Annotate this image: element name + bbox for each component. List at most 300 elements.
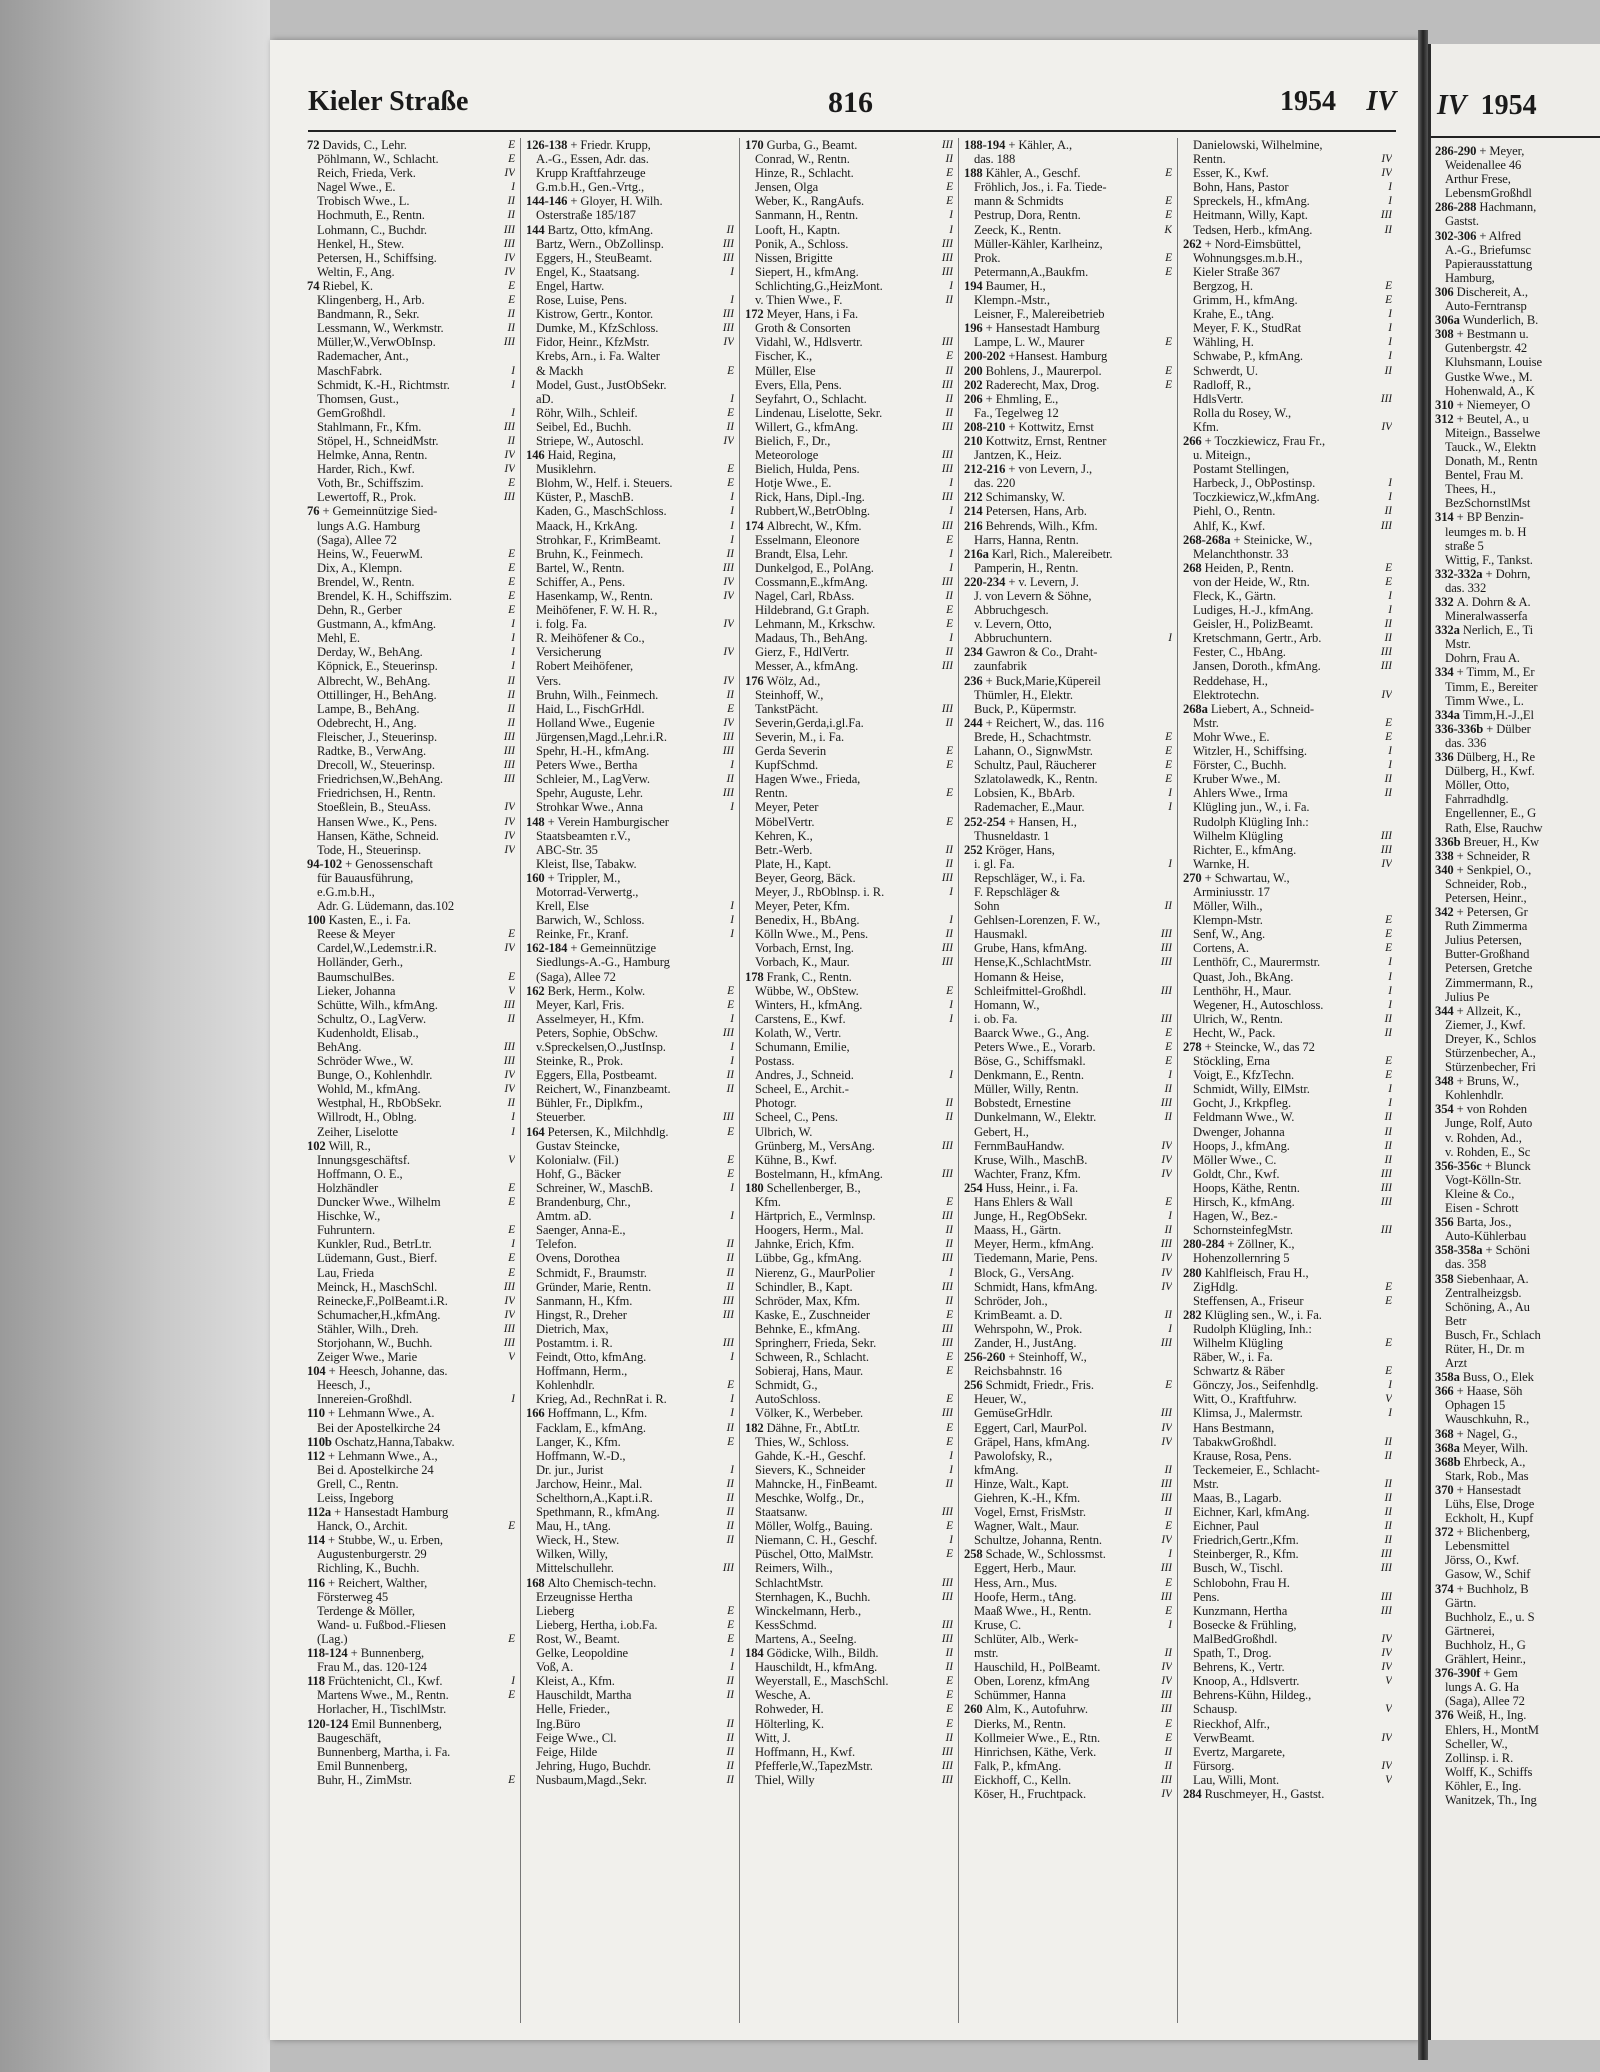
directory-entry: [1435, 1624, 1600, 1638]
directory-entry: [964, 843, 1172, 857]
directory-entry: [307, 1110, 515, 1124]
directory-entry: [745, 1251, 953, 1265]
directory-entry: [1435, 1074, 1600, 1088]
floor-marker: II: [507, 209, 515, 222]
directory-entry: [526, 1590, 734, 1604]
resident-text: Kohlenhdlr.: [536, 1378, 595, 1393]
directory-entry: [307, 533, 515, 547]
directory-entry: [745, 800, 953, 814]
floor-marker: E: [1165, 1520, 1172, 1533]
directory-entry: [1183, 984, 1392, 998]
directory-entry: [1435, 1483, 1600, 1497]
directory-entry: [745, 730, 953, 744]
house-number: 194: [964, 278, 986, 293]
directory-entry: [1435, 877, 1600, 891]
resident-text: + Steinicke, W.,: [1233, 532, 1313, 547]
directory-entry: [964, 1646, 1172, 1660]
resident-text: Schumacher,H.,kfmAng.: [317, 1307, 441, 1322]
floor-marker: II: [945, 392, 953, 405]
resident-text: Hoogers, Herm., Mal.: [755, 1223, 864, 1238]
directory-entry: [745, 1674, 953, 1688]
resident-text: + Beutel, A., u: [1456, 411, 1529, 426]
directory-entry: [1435, 792, 1600, 806]
directory-entry: [1435, 1116, 1600, 1130]
resident-text: Stoeßlein, B., SteuAss.: [317, 800, 431, 815]
resident-text: Brendel, W., Rentn.: [317, 574, 415, 589]
resident-text: Buck, P., Küpermstr.: [974, 701, 1077, 716]
directory-entry: [526, 1322, 734, 1336]
directory-entry: [1435, 1793, 1600, 1807]
directory-entry: [1183, 1674, 1392, 1688]
directory-entry: [1435, 468, 1600, 482]
resident-text: Hagen Wwe., Frieda,: [755, 772, 861, 787]
directory-entry: [1435, 1582, 1600, 1596]
directory-entry: [1183, 1237, 1392, 1251]
floor-marker: II: [945, 1731, 953, 1744]
directory-entry: [745, 1026, 953, 1040]
floor-marker: E: [508, 1196, 515, 1209]
floor-marker: III: [941, 1632, 953, 1645]
floor-marker: I: [1168, 1322, 1172, 1335]
resident-text: Leiss, Ingeborg: [317, 1491, 394, 1505]
directory-entry: [1183, 152, 1392, 166]
house-number: 268a: [1183, 701, 1211, 716]
directory-entry: [526, 490, 734, 504]
floor-marker: I: [1168, 1618, 1172, 1631]
directory-entry: [1183, 166, 1392, 180]
directory-entry: [526, 1364, 734, 1378]
directory-entry: [1183, 772, 1392, 786]
resident-text: Emil Bunnenberg,: [317, 1758, 408, 1773]
directory-entry: [526, 744, 734, 758]
directory-entry: [964, 1209, 1172, 1223]
directory-entry: [1183, 927, 1392, 941]
directory-entry: [964, 941, 1172, 955]
resident-text: Klempn.-Mstr.,: [974, 293, 1050, 308]
directory-entry: [1183, 1125, 1392, 1139]
resident-text: Köhler, E., Ing.: [1445, 1778, 1522, 1793]
resident-text: Nusbaum,Magd.,Sekr.: [536, 1772, 647, 1787]
house-number: 172: [745, 307, 767, 322]
resident-text: Kähler, A., Geschf.: [985, 166, 1081, 181]
directory-entry: [307, 1125, 515, 1139]
directory-entry: [1435, 1596, 1600, 1610]
resident-text: Alm, K., Autofuhrw.: [985, 1702, 1088, 1717]
resident-text: Alto Chemisch-techn.: [547, 1575, 657, 1590]
floor-marker: I: [730, 392, 734, 405]
directory-entry: [964, 927, 1172, 941]
resident-text: Wilhelm Klügling: [1193, 1335, 1283, 1350]
resident-text: Meschke, Wolfg., Dr.,: [755, 1491, 864, 1505]
resident-text: Petermann,A.,Baukfm.: [974, 264, 1089, 279]
resident-text: Lampe, L. W., Maurer: [974, 335, 1085, 350]
resident-text: Schlobohn, Frau H.: [1193, 1575, 1290, 1590]
resident-text: Eggert, Carl, MaurPol.: [974, 1420, 1087, 1435]
resident-text: Horlacher, H., TischlMstr.: [317, 1702, 447, 1717]
resident-text: Willert, G., kfmAng.: [755, 419, 859, 434]
floor-marker: E: [946, 759, 953, 772]
resident-text: Weber, K., RangAufs.: [755, 194, 865, 209]
directory-entry: [1435, 1004, 1600, 1018]
resident-text: Staatsanw.: [755, 1505, 808, 1520]
resident-text: Petersen, K., Milchhdlg.: [547, 1124, 669, 1139]
directory-entry: [307, 744, 515, 758]
floor-marker: I: [1388, 322, 1392, 335]
resident-text: Tiedemann, Marie, Pens.: [974, 1251, 1098, 1266]
directory-entry: [745, 1702, 953, 1716]
directory-entry: [745, 1280, 953, 1294]
floor-marker: E: [946, 533, 953, 546]
resident-text: Zeeck, K., Rentn.: [974, 222, 1062, 237]
directory-entry: [307, 138, 515, 152]
resident-text: Drecoll, W., Steuerinsp.: [317, 758, 435, 773]
floor-marker: E: [1385, 716, 1392, 729]
resident-text: Julius Petersen,: [1445, 933, 1522, 948]
house-number: 170: [745, 138, 767, 152]
floor-marker: E: [1165, 745, 1172, 758]
resident-text: Thomsen, Gust.,: [317, 391, 399, 406]
directory-entry: [307, 1237, 515, 1251]
house-number: 146: [526, 448, 548, 463]
floor-marker: III: [941, 1618, 953, 1631]
directory-entry: [526, 941, 734, 955]
resident-text: Fürsorg.: [1193, 1758, 1235, 1773]
directory-entry: [745, 561, 953, 575]
directory-entry: [307, 1702, 515, 1716]
directory-entry: [307, 208, 515, 222]
directory-entry: [307, 1308, 515, 1322]
directory-entry: [745, 194, 953, 208]
resident-text: Geisler, H., PolizBeamt.: [1193, 617, 1314, 632]
directory-entry: [526, 772, 734, 786]
resident-text: Buchholz, E., u. S: [1445, 1609, 1535, 1624]
resident-text: Facklam, E., kfmAng.: [536, 1420, 646, 1435]
resident-text: Gastst.: [1445, 214, 1479, 229]
resident-text: MalBedGroßhdl.: [1193, 1631, 1278, 1646]
resident-text: Arzt: [1445, 1356, 1467, 1371]
floor-marker: I: [1388, 308, 1392, 321]
house-number: 120-124: [307, 1716, 352, 1731]
directory-entry: [745, 223, 953, 237]
directory-entry: [1183, 223, 1392, 237]
floor-marker: E: [946, 195, 953, 208]
directory-entry: [964, 1125, 1172, 1139]
floor-marker: III: [722, 1562, 734, 1575]
floor-marker: I: [1388, 956, 1392, 969]
floor-marker: E: [946, 618, 953, 631]
floor-marker: III: [941, 1590, 953, 1603]
resident-text: Hauschildt, Martha: [536, 1688, 632, 1703]
floor-marker: I: [949, 477, 953, 490]
floor-marker: II: [726, 1083, 734, 1096]
resident-text: Jürgensen,Magd.,Lehr.i.R.: [536, 729, 667, 744]
resident-text: Kleine & Co.,: [1445, 1186, 1515, 1201]
resident-text: Bruhn, K., Feinmech.: [536, 546, 644, 561]
directory-entry: [745, 1237, 953, 1251]
resident-text: Kistrow, Gertr., Kontor.: [536, 307, 654, 322]
resident-text: (Saga), Allee 72: [536, 969, 616, 984]
resident-text: Dehn, R., Gerber: [317, 603, 402, 618]
floor-marker: E: [727, 998, 734, 1011]
house-number: 214: [964, 504, 986, 519]
directory-entry: [526, 1717, 734, 1731]
directory-entry: [745, 1449, 953, 1463]
directory-entry: [526, 251, 734, 265]
house-number: 188-194: [964, 138, 1009, 152]
directory-entry: [964, 1237, 1172, 1251]
resident-text: Junge, H., RegObSekr.: [974, 1209, 1088, 1224]
floor-marker: II: [726, 1717, 734, 1730]
directory-entry: [1435, 905, 1600, 919]
directory-entry: [964, 1153, 1172, 1167]
resident-text: + Kottwitz, Ernst: [1008, 419, 1094, 434]
directory-entry: [964, 547, 1172, 561]
house-number: 184: [745, 1646, 767, 1661]
directory-entry: [526, 1280, 734, 1294]
house-number: 374: [1435, 1581, 1457, 1596]
resident-text: Schmidt, G.,: [755, 1378, 818, 1393]
house-number: 286-290: [1435, 144, 1480, 158]
directory-entry: [526, 180, 734, 194]
resident-text: Timm Wwe., L.: [1445, 693, 1524, 708]
resident-text: Nagel, Carl, RbAss.: [755, 589, 855, 603]
floor-marker: III: [941, 265, 953, 278]
directory-entry: [1183, 1435, 1392, 1449]
resident-text: Möller Wwe., C.: [1193, 1152, 1277, 1167]
directory-entry: [526, 1646, 734, 1660]
directory-entry: [1183, 1505, 1392, 1519]
directory-entry: [745, 138, 953, 152]
directory-entry: [964, 1435, 1172, 1449]
resident-text: Nierenz, G., MaurPolier: [755, 1265, 875, 1280]
resident-text: Block, G., VersAng.: [974, 1265, 1075, 1280]
floor-marker: E: [1385, 561, 1392, 574]
floor-marker: II: [945, 857, 953, 870]
resident-text: Räber, W., i. Fa.: [1193, 1350, 1273, 1365]
resident-text: Liebert, A., Schneid-: [1210, 701, 1315, 716]
directory-entry: [1183, 1139, 1392, 1153]
resident-text: Davids, C., Lehr.: [322, 138, 407, 152]
resident-text: mstr.: [974, 1646, 999, 1661]
resident-text: Nagel Wwe., E.: [317, 180, 396, 195]
resident-text: + Haase, Söh: [1456, 1384, 1523, 1399]
directory-entry: [964, 1463, 1172, 1477]
floor-marker: I: [511, 660, 515, 673]
directory-entry: [1183, 1195, 1392, 1209]
resident-text: HdlsVertr.: [1193, 391, 1244, 406]
floor-marker: III: [941, 449, 953, 462]
directory-entry: [1435, 525, 1600, 539]
resident-text: Zeiger Wwe., Marie: [317, 1350, 418, 1365]
house-number: 306: [1435, 284, 1457, 299]
resident-text: Grimm, H., kfmAng.: [1193, 293, 1298, 308]
resident-text: Staatsbeamten r.V.,: [536, 828, 631, 843]
directory-entry: [1435, 454, 1600, 468]
floor-marker: III: [941, 519, 953, 532]
floor-marker: I: [730, 1041, 734, 1053]
floor-marker: II: [1164, 1111, 1172, 1124]
resident-text: Dumke, M., KfzSchloss.: [536, 321, 659, 336]
directory-entry: [307, 1322, 515, 1336]
house-number: 112: [307, 1448, 328, 1463]
resident-text: + Bunnenberg,: [350, 1646, 425, 1661]
directory-entry: [745, 1308, 953, 1322]
directory-entry: [307, 603, 515, 617]
floor-marker: I: [1388, 1097, 1392, 1110]
resident-text: Stahlmann, Fr., Kfm.: [317, 419, 422, 434]
directory-entry: [1435, 158, 1600, 172]
floor-marker: E: [727, 1632, 734, 1645]
directory-entry: [1435, 637, 1600, 651]
directory-entry: [964, 392, 1172, 406]
resident-text: Köpnick, E., Steuerinsp.: [317, 659, 438, 674]
floor-marker: I: [511, 1393, 515, 1406]
floor-marker: I: [730, 1012, 734, 1025]
directory-entry: [526, 702, 734, 716]
directory-entry: [964, 1759, 1172, 1773]
house-number: 368: [1435, 1426, 1457, 1441]
resident-text: KessSchmd.: [755, 1617, 817, 1632]
resident-text: Heins, W., FeuerwM.: [317, 546, 423, 561]
floor-marker: III: [941, 1280, 953, 1293]
directory-entry: [1435, 341, 1600, 355]
directory-entry: [307, 1717, 515, 1731]
directory-entry: [526, 1533, 734, 1547]
resident-text: Gelke, Leopoldine: [536, 1646, 629, 1661]
resident-text: Kunkler, Rud., BetrLtr.: [317, 1237, 432, 1252]
directory-entry: [526, 1660, 734, 1674]
floor-marker: I: [1168, 857, 1172, 870]
directory-entry: [964, 434, 1172, 448]
house-number: 162-184: [526, 941, 571, 956]
resident-text: Klügling jun., W., i. Fa.: [1193, 800, 1310, 815]
directory-entry: [526, 1561, 734, 1575]
floor-marker: IV: [1381, 688, 1392, 701]
directory-entry: [745, 1096, 953, 1110]
floor-marker: III: [1380, 519, 1392, 532]
resident-text: Bunnenberg, Martha, i. Fa.: [317, 1744, 451, 1759]
directory-entry: [745, 688, 953, 702]
resident-text: Pens.: [1193, 1589, 1220, 1604]
floor-marker: E: [946, 1520, 953, 1533]
directory-entry: [1183, 194, 1392, 208]
resident-text: Henkel, H., Stew.: [317, 236, 405, 251]
house-number: 268: [1183, 560, 1205, 575]
resident-text: Hirsch, K., kfmAng.: [1193, 1195, 1295, 1210]
directory-entry: [1435, 355, 1600, 369]
resident-text: Behnke, E., kfmAng.: [755, 1321, 861, 1336]
resident-text: Brandt, Elsa, Lehr.: [755, 546, 848, 561]
floor-marker: III: [1160, 1477, 1172, 1490]
floor-marker: III: [941, 1407, 953, 1420]
directory-entry: [526, 1110, 734, 1124]
directory-entry: [1435, 1553, 1600, 1567]
directory-entry: [307, 1294, 515, 1308]
directory-entry: [1183, 1209, 1392, 1223]
directory-entry: [1183, 434, 1392, 448]
floor-marker: II: [1164, 1308, 1172, 1321]
resident-text: Hoffmann, H., Kwf.: [755, 1744, 856, 1759]
resident-text: Postamtm. i. R.: [536, 1335, 613, 1350]
floor-marker: III: [722, 1026, 734, 1039]
directory-entry: [964, 899, 1172, 913]
scan-background: [0, 0, 270, 2072]
resident-text: Reich, Frieda, Verk.: [317, 166, 416, 181]
directory-entry: [526, 1435, 734, 1449]
directory-entry: [745, 1717, 953, 1731]
resident-text: Rentn.: [1193, 152, 1226, 167]
resident-text: + Toczkiewicz, Frau Fr.,: [1204, 433, 1326, 448]
directory-entry: [307, 1547, 515, 1561]
directory-entry: [1435, 1412, 1600, 1426]
resident-text: Eichner, Paul: [1193, 1519, 1260, 1534]
house-number: 312: [1435, 411, 1457, 426]
directory-entry: [526, 1096, 734, 1110]
directory-entry: [1435, 891, 1600, 905]
directory-entry: [526, 800, 734, 814]
directory-column-2: [521, 138, 740, 2023]
directory-entry: [1435, 1286, 1600, 1300]
floor-marker: II: [726, 1520, 734, 1533]
directory-entry: [307, 955, 515, 969]
resident-text: G.m.b.H., Gen.-Vrtg.,: [536, 180, 645, 195]
floor-marker: III: [1380, 1548, 1392, 1561]
floor-marker: III: [1160, 984, 1172, 997]
directory-entry: [964, 335, 1172, 349]
directory-entry: [1183, 504, 1392, 518]
resident-text: Rüter, H., Dr. m: [1445, 1341, 1525, 1356]
resident-text: Sanmann, H., Rentn.: [755, 208, 859, 223]
directory-entry: [745, 307, 953, 321]
directory-entry: [307, 1435, 515, 1449]
directory-entry: [1435, 214, 1600, 228]
directory-entry: [307, 688, 515, 702]
resident-text: (Saga), Allee 72: [317, 532, 397, 547]
directory-entry: [1435, 172, 1600, 186]
floor-marker: II: [507, 1097, 515, 1110]
resident-text: Mstr.: [1193, 715, 1219, 730]
resident-text: BezSchornstlMst: [1445, 496, 1531, 511]
floor-marker: II: [945, 1661, 953, 1674]
directory-entry: [964, 561, 1172, 575]
directory-entry: [1183, 1759, 1392, 1773]
directory-entry: [307, 1012, 515, 1026]
resident-text: Voigt, E., KfzTechn.: [1193, 1068, 1295, 1083]
directory-entry: [745, 1040, 953, 1054]
directory-entry: [964, 1082, 1172, 1096]
directory-entry: [526, 1336, 734, 1350]
directory-entry: [526, 1519, 734, 1533]
resident-text: aD.: [536, 391, 554, 406]
resident-text: Feige, Hilde: [536, 1744, 598, 1759]
directory-entry: [745, 1125, 953, 1139]
floor-marker: II: [1384, 1153, 1392, 1166]
resident-text: + v. Levern, J.: [1008, 574, 1079, 589]
directory-entry: [1435, 1469, 1600, 1483]
directory-entry: [1183, 786, 1392, 800]
directory-entry: [1435, 1187, 1600, 1201]
house-number: 110b: [307, 1434, 335, 1449]
resident-text: Schöning, A., Au: [1445, 1299, 1530, 1314]
resident-text: Bergzog, H.: [1193, 278, 1253, 293]
resident-text: Hauschild, H., PolBeamt.: [974, 1660, 1101, 1675]
directory-entry: [307, 645, 515, 659]
floor-marker: III: [1160, 1492, 1172, 1504]
directory-entry: [964, 194, 1172, 208]
directory-entry: [1435, 1356, 1600, 1370]
directory-entry: [307, 575, 515, 589]
house-number: 338: [1435, 848, 1457, 863]
